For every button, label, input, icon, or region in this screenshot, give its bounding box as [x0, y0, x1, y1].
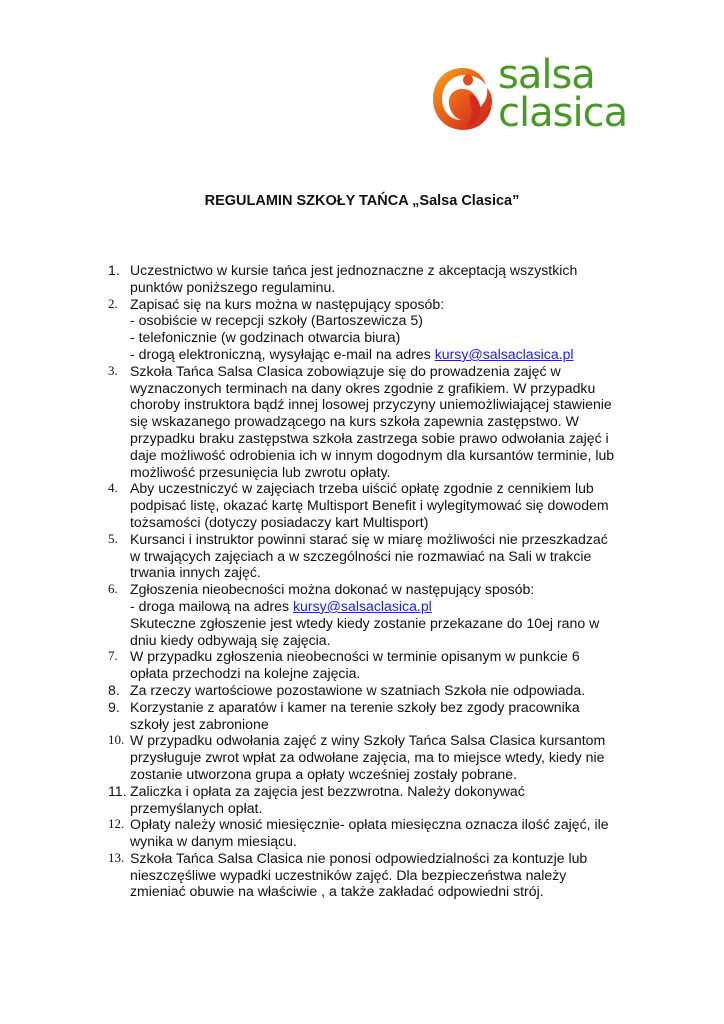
item-text-line [130, 548, 643, 565]
item-number: 12. [108, 816, 125, 832]
text-segment: podpisać listę, okazać kartę Multisport Benefit i wylegitymować się dowodem [130, 497, 609, 514]
item-text-line [130, 883, 643, 900]
regulation-item [108, 850, 643, 900]
item-text-line [130, 581, 643, 598]
regulation-item [108, 816, 643, 850]
item-text-line [130, 430, 643, 447]
text-segment: w trwających zajęciach a w szczególności nie rozmawiać na Sali w trakcie [130, 547, 592, 564]
text-segment: dniu kiedy odbywają się zajęcia. [130, 631, 331, 648]
text-segment: Kursanci i instruktor powinni starać się w miarę możliwości nie przeszkadzać [130, 530, 608, 547]
text-segment: Szkoła Tańca Salsa Clasica zobowiązuje się do prowadzenia zajęć w [130, 362, 561, 379]
text-segment: Zgłoszenia nieobecności można dokonać w następujący sposób: [130, 581, 535, 598]
regulation-item [108, 699, 643, 733]
text-segment: Uczestnictwo w kursie tańca jest jednoznaczne z akceptacją wszystkich [130, 262, 578, 278]
text-segment: - telefonicznie (w godzinach otwarcia biura) [130, 329, 401, 346]
item-number: 4. [108, 480, 118, 496]
document-title: REGULAMIN SZKOŁY TAŃCA „Salsa Clasica” [204, 193, 520, 209]
item-number: 10. [108, 732, 125, 748]
text-segment: Aby uczestniczyć w zajęciach trzeba uiścić opłatę zgodnie z cennikiem lub [130, 480, 594, 497]
text-segment: przypadku braku zastępstwa szkoła zastrzega sobie prawo odwołania zajęć i [130, 429, 609, 446]
item-number: 7. [108, 648, 118, 664]
item-text-line [130, 497, 643, 514]
regulations-list [108, 262, 643, 900]
item-number: 9. [108, 698, 120, 715]
text-segment: wynika w danym miesiącu. [130, 833, 297, 850]
item-text-line [130, 598, 643, 615]
item-text-line [130, 615, 643, 632]
regulation-item [108, 581, 643, 648]
salsa-clasica-logo [430, 52, 630, 140]
item-text-line [130, 279, 643, 296]
text-segment: zostanie utworzona grupa a opłaty wcześniej zostały pobrane. [130, 765, 518, 782]
regulation-item [108, 480, 643, 530]
text-segment: choroby instruktora bądź innej losowej przyczyny uniemożliwiającej stawienie [130, 396, 612, 413]
regulation-item [108, 531, 643, 581]
text-segment: opłata przechodzi na kolejne zajęcia. [130, 665, 361, 682]
text-segment: szkoły jest zabronione [130, 715, 269, 732]
item-text-line [130, 329, 643, 346]
item-number: 5. [108, 530, 118, 546]
text-segment: Zaliczka i opłata za zajęcia jest bezzwrotna. Należy dokonywać [130, 782, 525, 799]
regulation-item [108, 296, 643, 363]
text-segment: przysługuje zwrot wpłat za odwołane zajęcia, ma to miejsce wtedy, kiedy nie [130, 749, 605, 766]
item-number: 2. [108, 295, 118, 311]
item-text-line [130, 396, 643, 413]
text-segment: daje możliwość odrobienia ich w innym dogodnym dla kursantów terminie, lub [130, 446, 615, 463]
text-segment: wyznaczonych terminach na dany okres zgodnie z grafikiem. W przypadku [130, 379, 596, 396]
item-text-line [130, 632, 643, 649]
item-text-line [130, 296, 643, 313]
text-segment: nieszczęśliwe wypadki uczestników zajęć. Dla bezpieczeństwa należy [130, 866, 567, 883]
item-text-line [130, 749, 643, 766]
text-segment: W przypadku odwołania zajęć z winy Szkoły Tańca Salsa Clasica kursantom [130, 732, 606, 749]
text-segment: Zapisać się na kurs można w następujący sposób: [130, 295, 445, 312]
item-text-line [130, 716, 643, 733]
regulation-item [108, 682, 643, 699]
text-segment: możliwość przesunięcia lub zwrotu opłaty. [130, 463, 391, 480]
item-text-line [130, 783, 643, 800]
item-text-line [130, 699, 643, 716]
regulation-item [108, 783, 643, 817]
item-text-line [130, 262, 643, 279]
dancers-emblem-icon [430, 64, 496, 134]
item-text-line [130, 816, 643, 833]
item-number: 13. [108, 849, 125, 865]
item-number: 6. [108, 581, 118, 597]
item-text-line [130, 682, 643, 699]
item-text-line [130, 312, 643, 329]
text-segment: Szkoła Tańca Salsa Clasica nie ponosi odpowiedzialności za kontuzje lub [130, 849, 588, 866]
regulation-item [108, 363, 643, 481]
item-text-line [130, 447, 643, 464]
text-segment: trwania innych zajęć. [130, 564, 261, 581]
regulation-item [108, 262, 643, 296]
regulation-item [108, 732, 643, 782]
item-text-line [130, 732, 643, 749]
item-number: 1. [108, 262, 120, 278]
item-text-line [130, 564, 643, 581]
item-text-line [130, 363, 643, 380]
item-text-line [130, 766, 643, 783]
item-text-line [130, 867, 643, 884]
email-link[interactable]: kursy@salsaclasica.pl [292, 597, 432, 614]
item-number: 11. [108, 782, 127, 799]
item-text-line [130, 514, 643, 531]
item-text-line [130, 665, 643, 682]
text-segment: przemyślanych opłat. [130, 799, 263, 816]
text-segment: zmieniać obuwie na właściwie , a także zakładać odpowiedni strój. [130, 883, 544, 900]
logo-wordmark-clasica: clasica [498, 90, 628, 136]
item-text-line [130, 850, 643, 867]
item-text-line [130, 800, 643, 817]
text-segment: Opłaty należy wnosić miesięcznie- opłata miesięczna oznacza ilość zajęć, ile [130, 816, 609, 833]
item-text-line [130, 464, 643, 481]
text-segment: Skuteczne zgłoszenie jest wtedy kiedy zostanie przekazane do 10ej rano w [130, 614, 600, 631]
logo-wordmark-salsa: salsa [498, 52, 595, 98]
text-segment: punktów poniższego regulaminu. [130, 278, 336, 295]
text-segment: - droga mailową na adres [130, 597, 293, 614]
item-number: 8. [108, 681, 120, 698]
text-segment: Korzystanie z aparatów i kamer na terenie szkoły bez zgody pracownika [130, 698, 580, 715]
text-segment: tożsamości (dotyczy posiadaczy kart Multisport) [130, 513, 429, 530]
item-text-line [130, 833, 643, 850]
item-text-line [130, 380, 643, 397]
item-text-line [130, 648, 643, 665]
item-number: 3. [108, 362, 118, 378]
item-text-line [130, 531, 643, 548]
regulation-item [108, 648, 643, 682]
email-link[interactable]: kursy@salsaclasica.pl [434, 345, 574, 362]
item-text-line [130, 480, 643, 497]
text-segment: się wskazanego prowadzącego na kurs szkoła zapewnia zastępstwo. W [130, 413, 579, 430]
text-segment: W przypadku zgłoszenia nieobecności w terminie opisanym w punkcie 6 [130, 648, 580, 665]
item-text-line [130, 413, 643, 430]
text-segment: - osobiście w recepcji szkoły (Bartoszewicza 5) [130, 312, 423, 329]
text-segment: - drogą elektroniczną, wysyłając e-mail na adres [130, 345, 435, 362]
item-text-line [130, 346, 643, 363]
text-segment: Za rzeczy wartościowe pozostawione w szatniach Szkoła nie odpowiada. [130, 681, 586, 698]
